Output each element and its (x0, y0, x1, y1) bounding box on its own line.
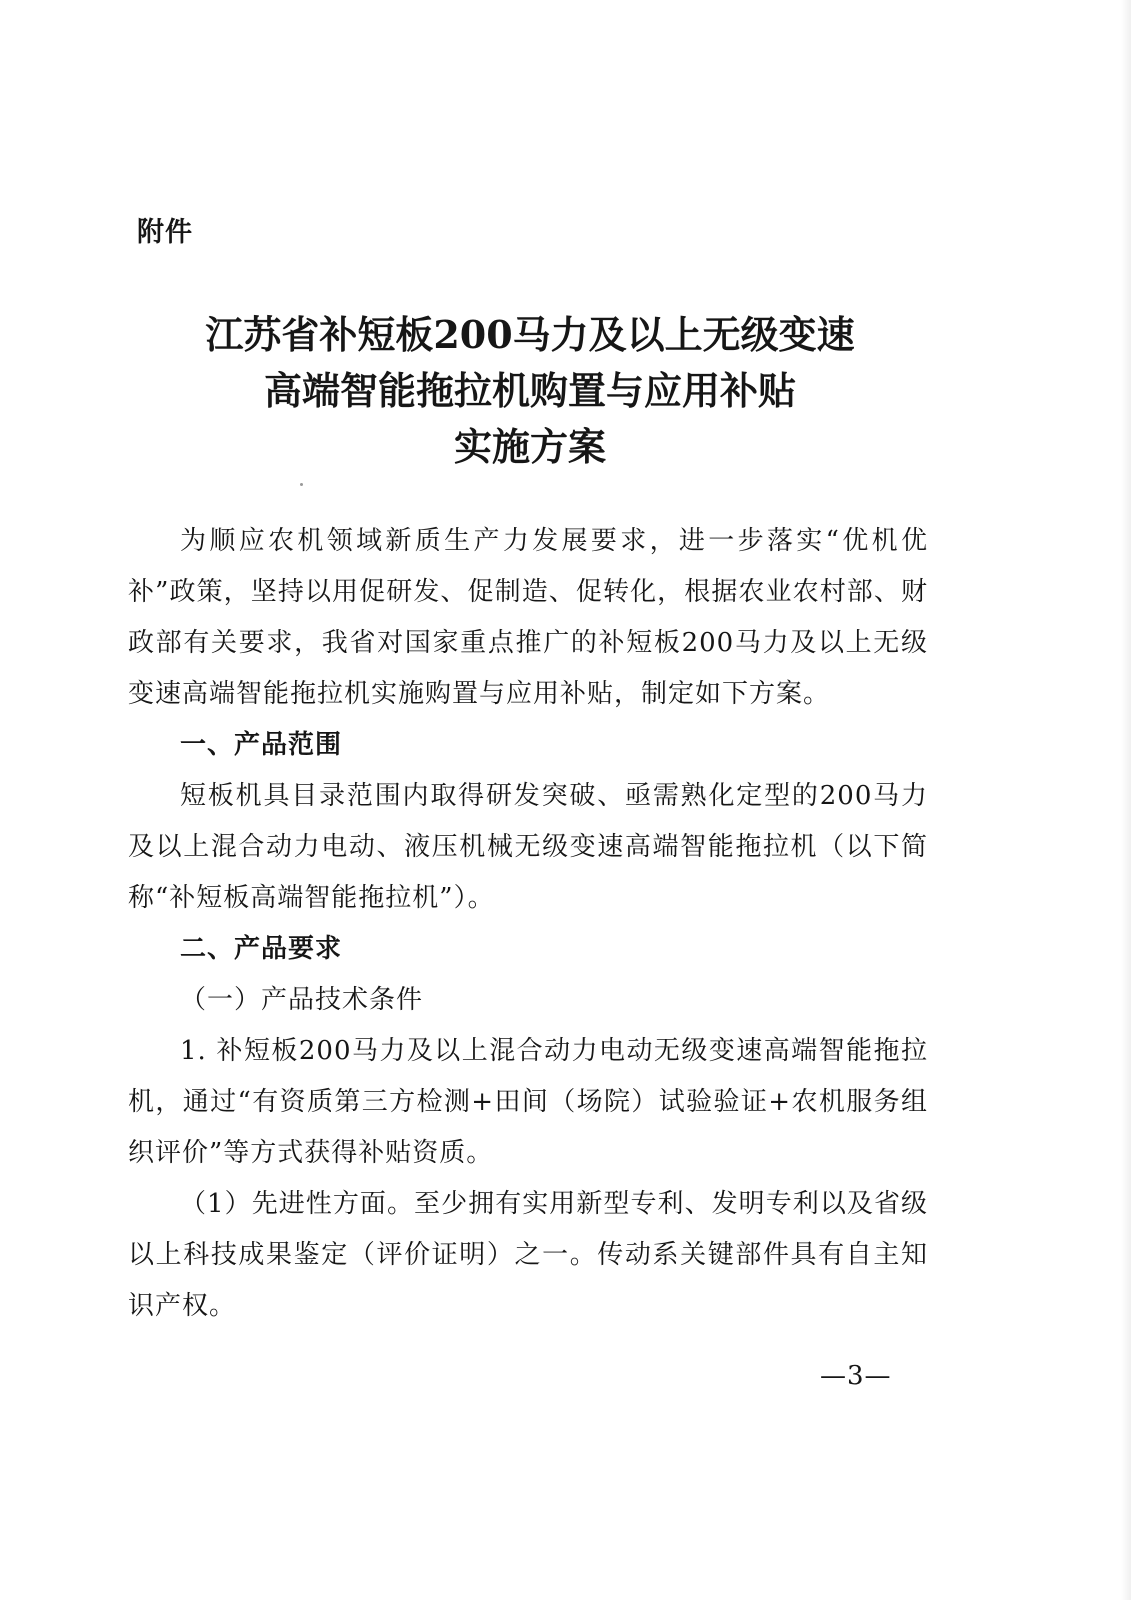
attachment-label: 附件 (137, 217, 193, 248)
item-1-paragraph: 1. 补短板200马力及以上混合动力电动无级变速高端智能拖拉机，通过“有资质第三方检测+田间（场院）试验验证+农机服务组织评价”等方式获得补贴资质。 (128, 1036, 928, 1168)
subsection-1-heading: （一）产品技术条件 (180, 985, 424, 1015)
document-title (0, 307, 1060, 475)
title-line-3: 实施方案 (453, 424, 606, 469)
document-body (128, 516, 928, 1332)
section-2-heading: 二、产品要求 (180, 934, 343, 964)
intro-paragraph: 为顺应农机领域新质生产力发展要求，进一步落实“优机优补”政策，坚持以用促研发、促制造、促转化，根据农业农村部、财政部有关要求，我省对国家重点推广的补短板200马力及以上无级变速高端智能拖拉机实施购置与应用补贴，制定如下方案。 (128, 526, 928, 709)
scan-speck (300, 483, 303, 486)
page-number: —3— (820, 1361, 892, 1391)
section-1-heading: 一、产品范围 (180, 730, 343, 760)
title-line-2: 高端智能拖拉机购置与应用补贴 (263, 368, 796, 413)
item-1-1-paragraph: （1）先进性方面。至少拥有实用新型专利、发明专利以及省级以上科技成果鉴定（评价证明）之一。传动系关键部件具有自主知识产权。 (128, 1189, 928, 1321)
title-line-1: 江苏省补短板200马力及以上无级变速 (205, 312, 855, 357)
section-1-paragraph: 短板机具目录范围内取得研发突破、亟需熟化定型的200马力及以上混合动力电动、液压机械无级变速高端智能拖拉机（以下简称“补短板高端智能拖拉机”）。 (128, 781, 928, 913)
scan-edge-shadow (1121, 0, 1131, 1600)
